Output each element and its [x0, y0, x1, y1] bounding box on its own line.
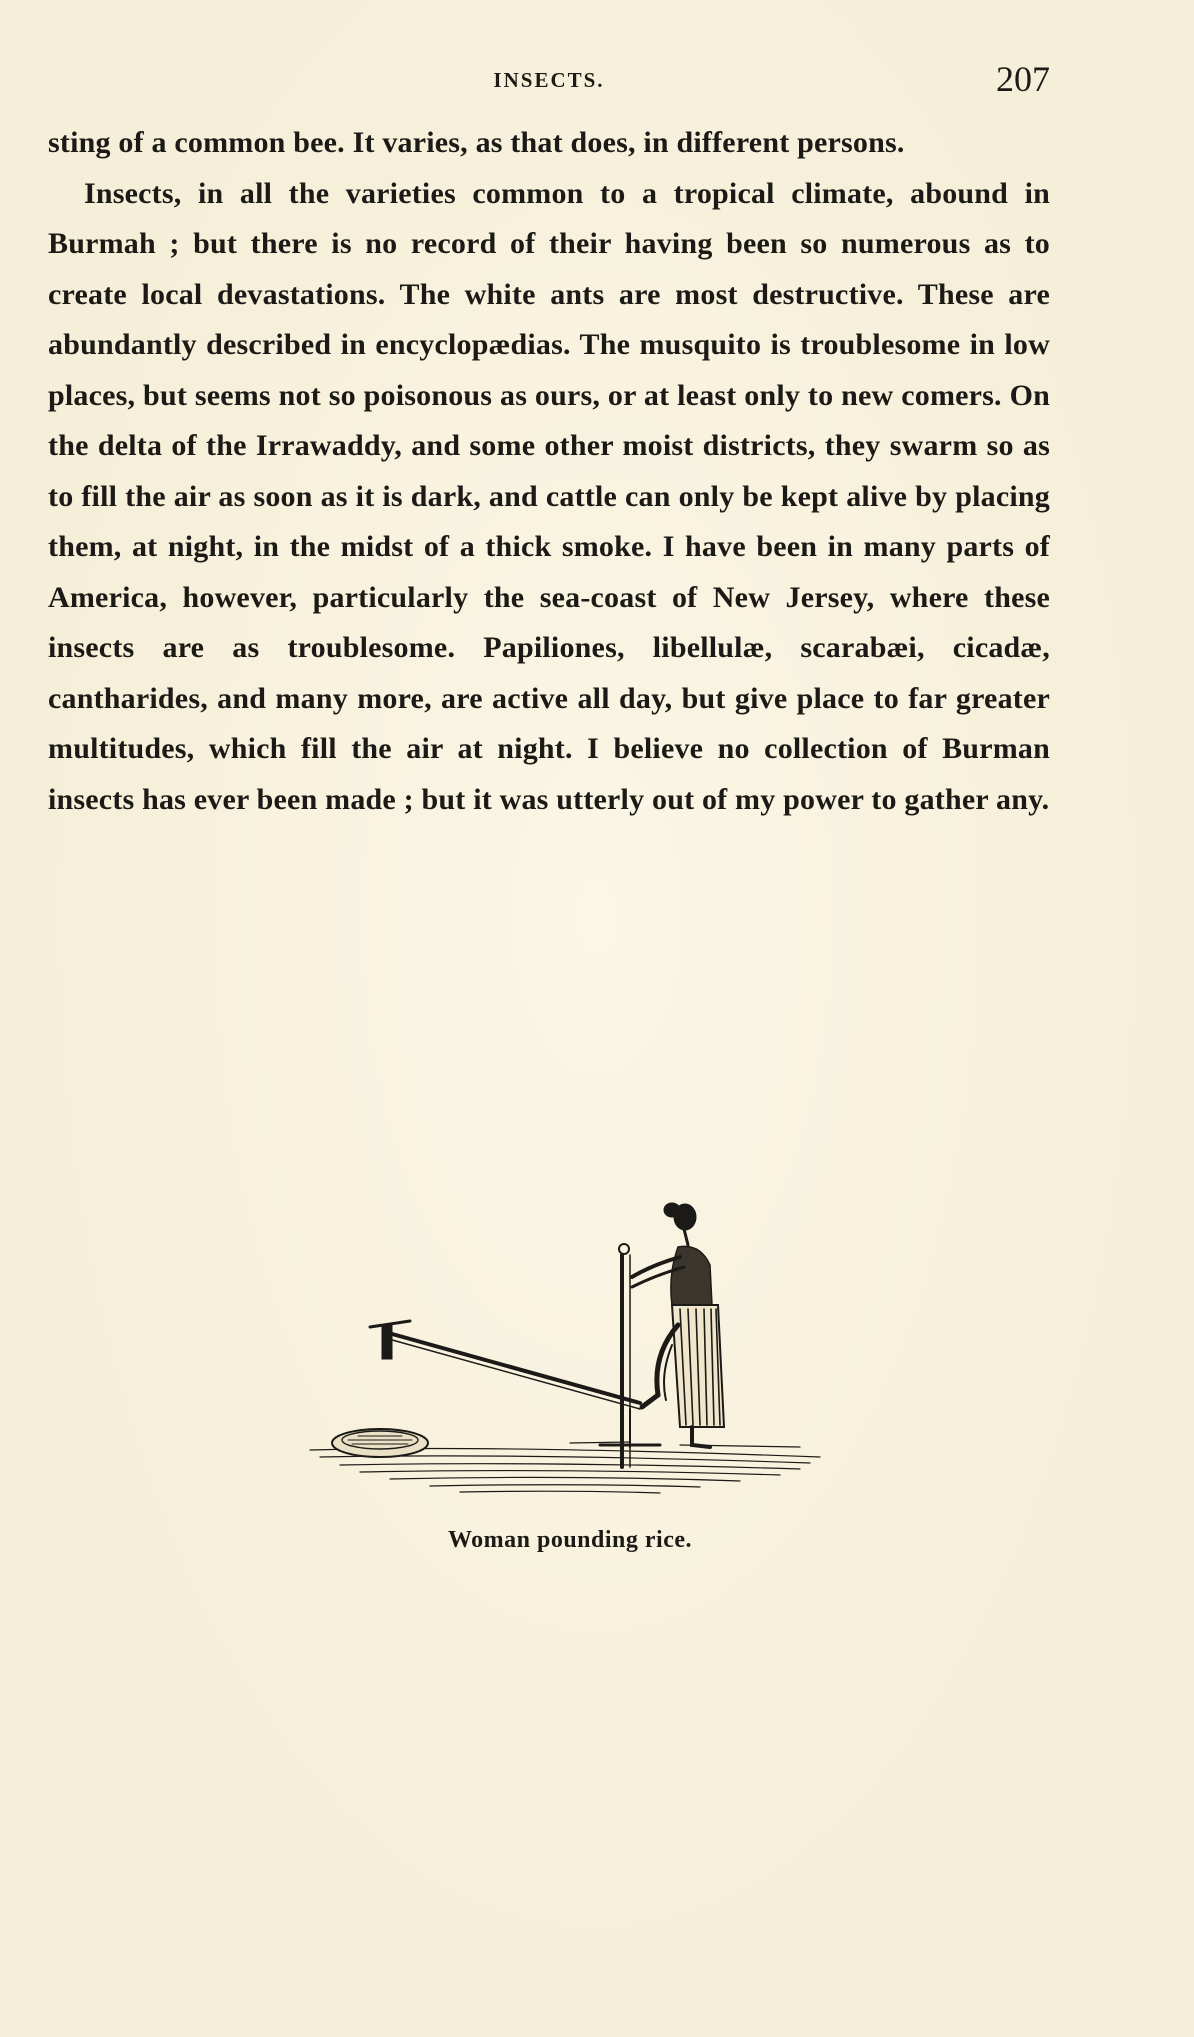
illustration-woman-pounding-rice [300, 1195, 840, 1515]
woman-pounding-rice-engraving [300, 1195, 840, 1515]
running-head: INSECTS. [493, 68, 605, 92]
figure-caption: Woman pounding rice. [447, 1527, 693, 1553]
body-text [48, 118, 1050, 825]
paragraph-insects: Insects, in all the varieties common to a tropical climate, abound in Burmah ; but there is no record of their having been so numerous as to create local devastations. The white ants are most destructive. These are abundantly described in encyclopædias. The musquito is troublesome in low places, but seems not so poisonous as ours, or at least only to new comers. On the delta of the Irrawaddy, and some other moist districts, they swarm so as to fill the air as soon as it is dark, and cattle can only be kept alive by placing them, at night, in the midst of a thick smoke. I have been in many parts of America, however, particularly the sea-coast of New Jersey, where these insects are as troublesome. Papiliones, libellulæ, scarabæi, cicadæ, cantharides, and many more, are active all day, but give place to far greater multitudes, which fill the air at night. I believe no collection of Burman insects has ever been made ; but it was utterly out of my power to gather any. [48, 176, 1050, 816]
page-header [48, 58, 1050, 108]
paragraph-continuation: sting of a common bee. It varies, as that does, in different persons. [48, 126, 905, 159]
page-number: 207 [996, 59, 1050, 99]
